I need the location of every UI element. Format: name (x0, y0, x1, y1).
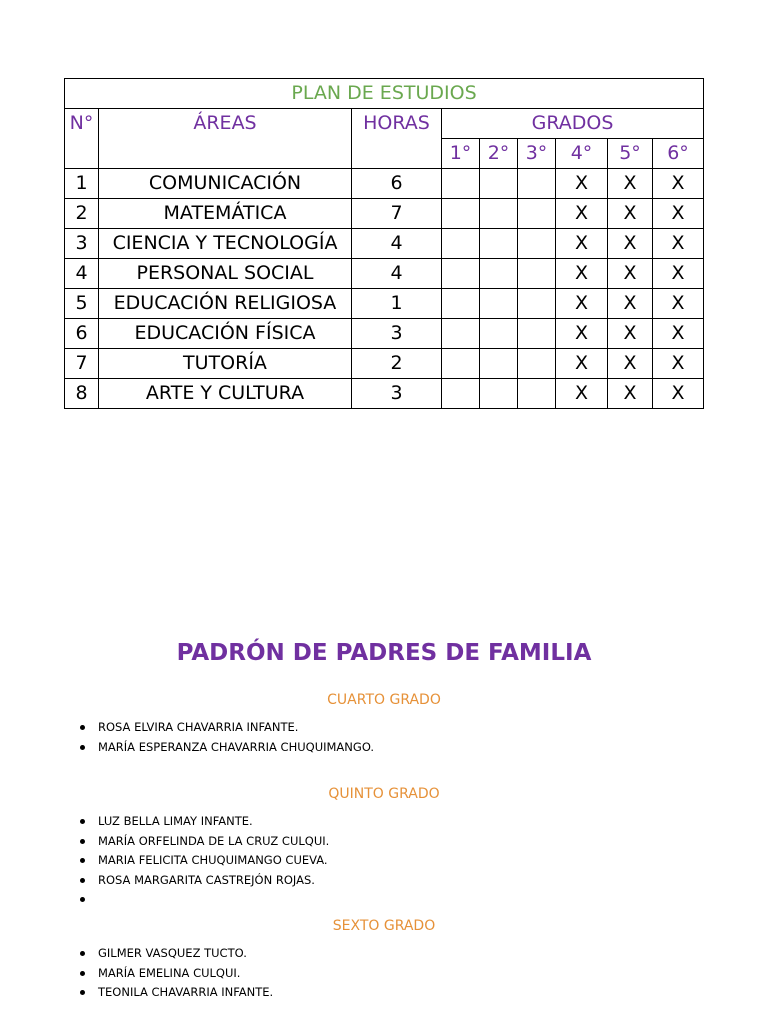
table-row (65, 199, 704, 229)
grade-mark-cell (518, 319, 556, 349)
header-number: N° (65, 109, 99, 169)
section-title-sexto: SEXTO GRADO (332, 918, 436, 934)
row-number-cell: 7 (65, 349, 99, 379)
list-cuarto-grado (78, 718, 374, 757)
grade-mark-cell (518, 349, 556, 379)
header-areas: ÁREAS (99, 109, 352, 169)
header-grados: GRADOS (442, 109, 704, 139)
table-row (65, 169, 704, 199)
grade-mark-cell (518, 199, 556, 229)
header-row (65, 109, 704, 139)
grade-header: 2° (480, 139, 518, 169)
header-horas: HORAS (352, 109, 442, 169)
grade-mark-cell: X (556, 319, 608, 349)
grade-mark-cell (442, 379, 480, 409)
section-title-cuarto: CUARTO GRADO (327, 692, 441, 708)
grade-mark-cell (480, 229, 518, 259)
padron-title: PADRÓN DE PADRES DE FAMILIA (176, 640, 592, 666)
area-cell: ARTE Y CULTURA (99, 379, 352, 409)
grade-mark-cell (480, 349, 518, 379)
list-item: MARÍA ORFELINDA DE LA CRUZ CULQUI. (78, 832, 329, 852)
grade-mark-cell: X (653, 319, 704, 349)
list-item (78, 890, 329, 910)
grade-mark-cell (442, 169, 480, 199)
table-row (65, 379, 704, 409)
grade-mark-cell (518, 229, 556, 259)
area-cell: EDUCACIÓN FÍSICA (99, 319, 352, 349)
grade-mark-cell (442, 229, 480, 259)
area-cell: CIENCIA Y TECNOLOGÍA (99, 229, 352, 259)
grade-header: 1° (442, 139, 480, 169)
grade-mark-cell: X (608, 319, 653, 349)
horas-cell: 6 (352, 169, 442, 199)
grade-header: 5° (608, 139, 653, 169)
area-cell: PERSONAL SOCIAL (99, 259, 352, 289)
row-number-cell: 5 (65, 289, 99, 319)
row-number-cell: 1 (65, 169, 99, 199)
area-cell: EDUCACIÓN RELIGIOSA (99, 289, 352, 319)
grade-mark-cell: X (608, 349, 653, 379)
grade-header: 6° (653, 139, 704, 169)
table-title: PLAN DE ESTUDIOS (65, 79, 704, 109)
row-number-cell: 3 (65, 229, 99, 259)
grade-mark-cell (518, 169, 556, 199)
grade-mark-cell: X (653, 349, 704, 379)
grade-mark-cell: X (608, 379, 653, 409)
grade-mark-cell: X (556, 199, 608, 229)
horas-cell: 4 (352, 259, 442, 289)
grade-mark-cell (442, 289, 480, 319)
grade-mark-cell (442, 319, 480, 349)
list-item: MARÍA ESPERANZA CHAVARRIA CHUQUIMANGO. (78, 738, 374, 758)
grade-mark-cell: X (653, 379, 704, 409)
grade-mark-cell (480, 379, 518, 409)
grade-header: 4° (556, 139, 608, 169)
grade-mark-cell: X (653, 199, 704, 229)
grade-mark-cell: X (556, 259, 608, 289)
table-title-row (65, 79, 704, 109)
grade-mark-cell (480, 289, 518, 319)
horas-cell: 3 (352, 379, 442, 409)
list-sexto-grado (78, 944, 273, 1003)
section-title-quinto: QUINTO GRADO (328, 786, 440, 802)
grade-mark-cell: X (608, 169, 653, 199)
grade-mark-cell: X (653, 169, 704, 199)
grade-mark-cell (442, 349, 480, 379)
grade-mark-cell (480, 199, 518, 229)
horas-cell: 2 (352, 349, 442, 379)
grade-mark-cell: X (653, 289, 704, 319)
grade-mark-cell (518, 289, 556, 319)
grade-mark-cell: X (608, 229, 653, 259)
grade-mark-cell: X (556, 289, 608, 319)
grade-mark-cell: X (556, 379, 608, 409)
table-row (65, 259, 704, 289)
area-cell: TUTORÍA (99, 349, 352, 379)
grade-mark-cell: X (556, 349, 608, 379)
grade-mark-cell: X (608, 289, 653, 319)
list-item: GILMER VASQUEZ TUCTO. (78, 944, 273, 964)
grade-mark-cell: X (608, 199, 653, 229)
list-item: ROSA ELVIRA CHAVARRIA INFANTE. (78, 718, 374, 738)
table-row (65, 319, 704, 349)
list-item: TEONILA CHAVARRIA INFANTE. (78, 983, 273, 1003)
grade-mark-cell: X (608, 259, 653, 289)
grade-mark-cell (480, 259, 518, 289)
grade-mark-cell (442, 259, 480, 289)
list-quinto-grado (78, 812, 329, 910)
horas-cell: 3 (352, 319, 442, 349)
table-row (65, 289, 704, 319)
horas-cell: 7 (352, 199, 442, 229)
grade-mark-cell: X (653, 259, 704, 289)
grade-mark-cell (518, 379, 556, 409)
table-row (65, 349, 704, 379)
horas-cell: 1 (352, 289, 442, 319)
grade-header: 3° (518, 139, 556, 169)
grade-mark-cell: X (653, 229, 704, 259)
row-number-cell: 2 (65, 199, 99, 229)
grade-mark-cell: X (556, 229, 608, 259)
grade-mark-cell (480, 319, 518, 349)
grade-mark-cell (480, 169, 518, 199)
row-number-cell: 6 (65, 319, 99, 349)
row-number-cell: 4 (65, 259, 99, 289)
grade-mark-cell (442, 199, 480, 229)
list-item: LUZ BELLA LIMAY INFANTE. (78, 812, 329, 832)
row-number-cell: 8 (65, 379, 99, 409)
plan-de-estudios-table (64, 78, 704, 409)
area-cell: COMUNICACIÓN (99, 169, 352, 199)
list-item: MARIA FELICITA CHUQUIMANGO CUEVA. (78, 851, 329, 871)
grade-mark-cell: X (556, 169, 608, 199)
grade-mark-cell (518, 259, 556, 289)
area-cell: MATEMÁTICA (99, 199, 352, 229)
horas-cell: 4 (352, 229, 442, 259)
list-item: ROSA MARGARITA CASTREJÓN ROJAS. (78, 871, 329, 891)
table-row (65, 229, 704, 259)
list-item: MARÍA EMELINA CULQUI. (78, 964, 273, 984)
